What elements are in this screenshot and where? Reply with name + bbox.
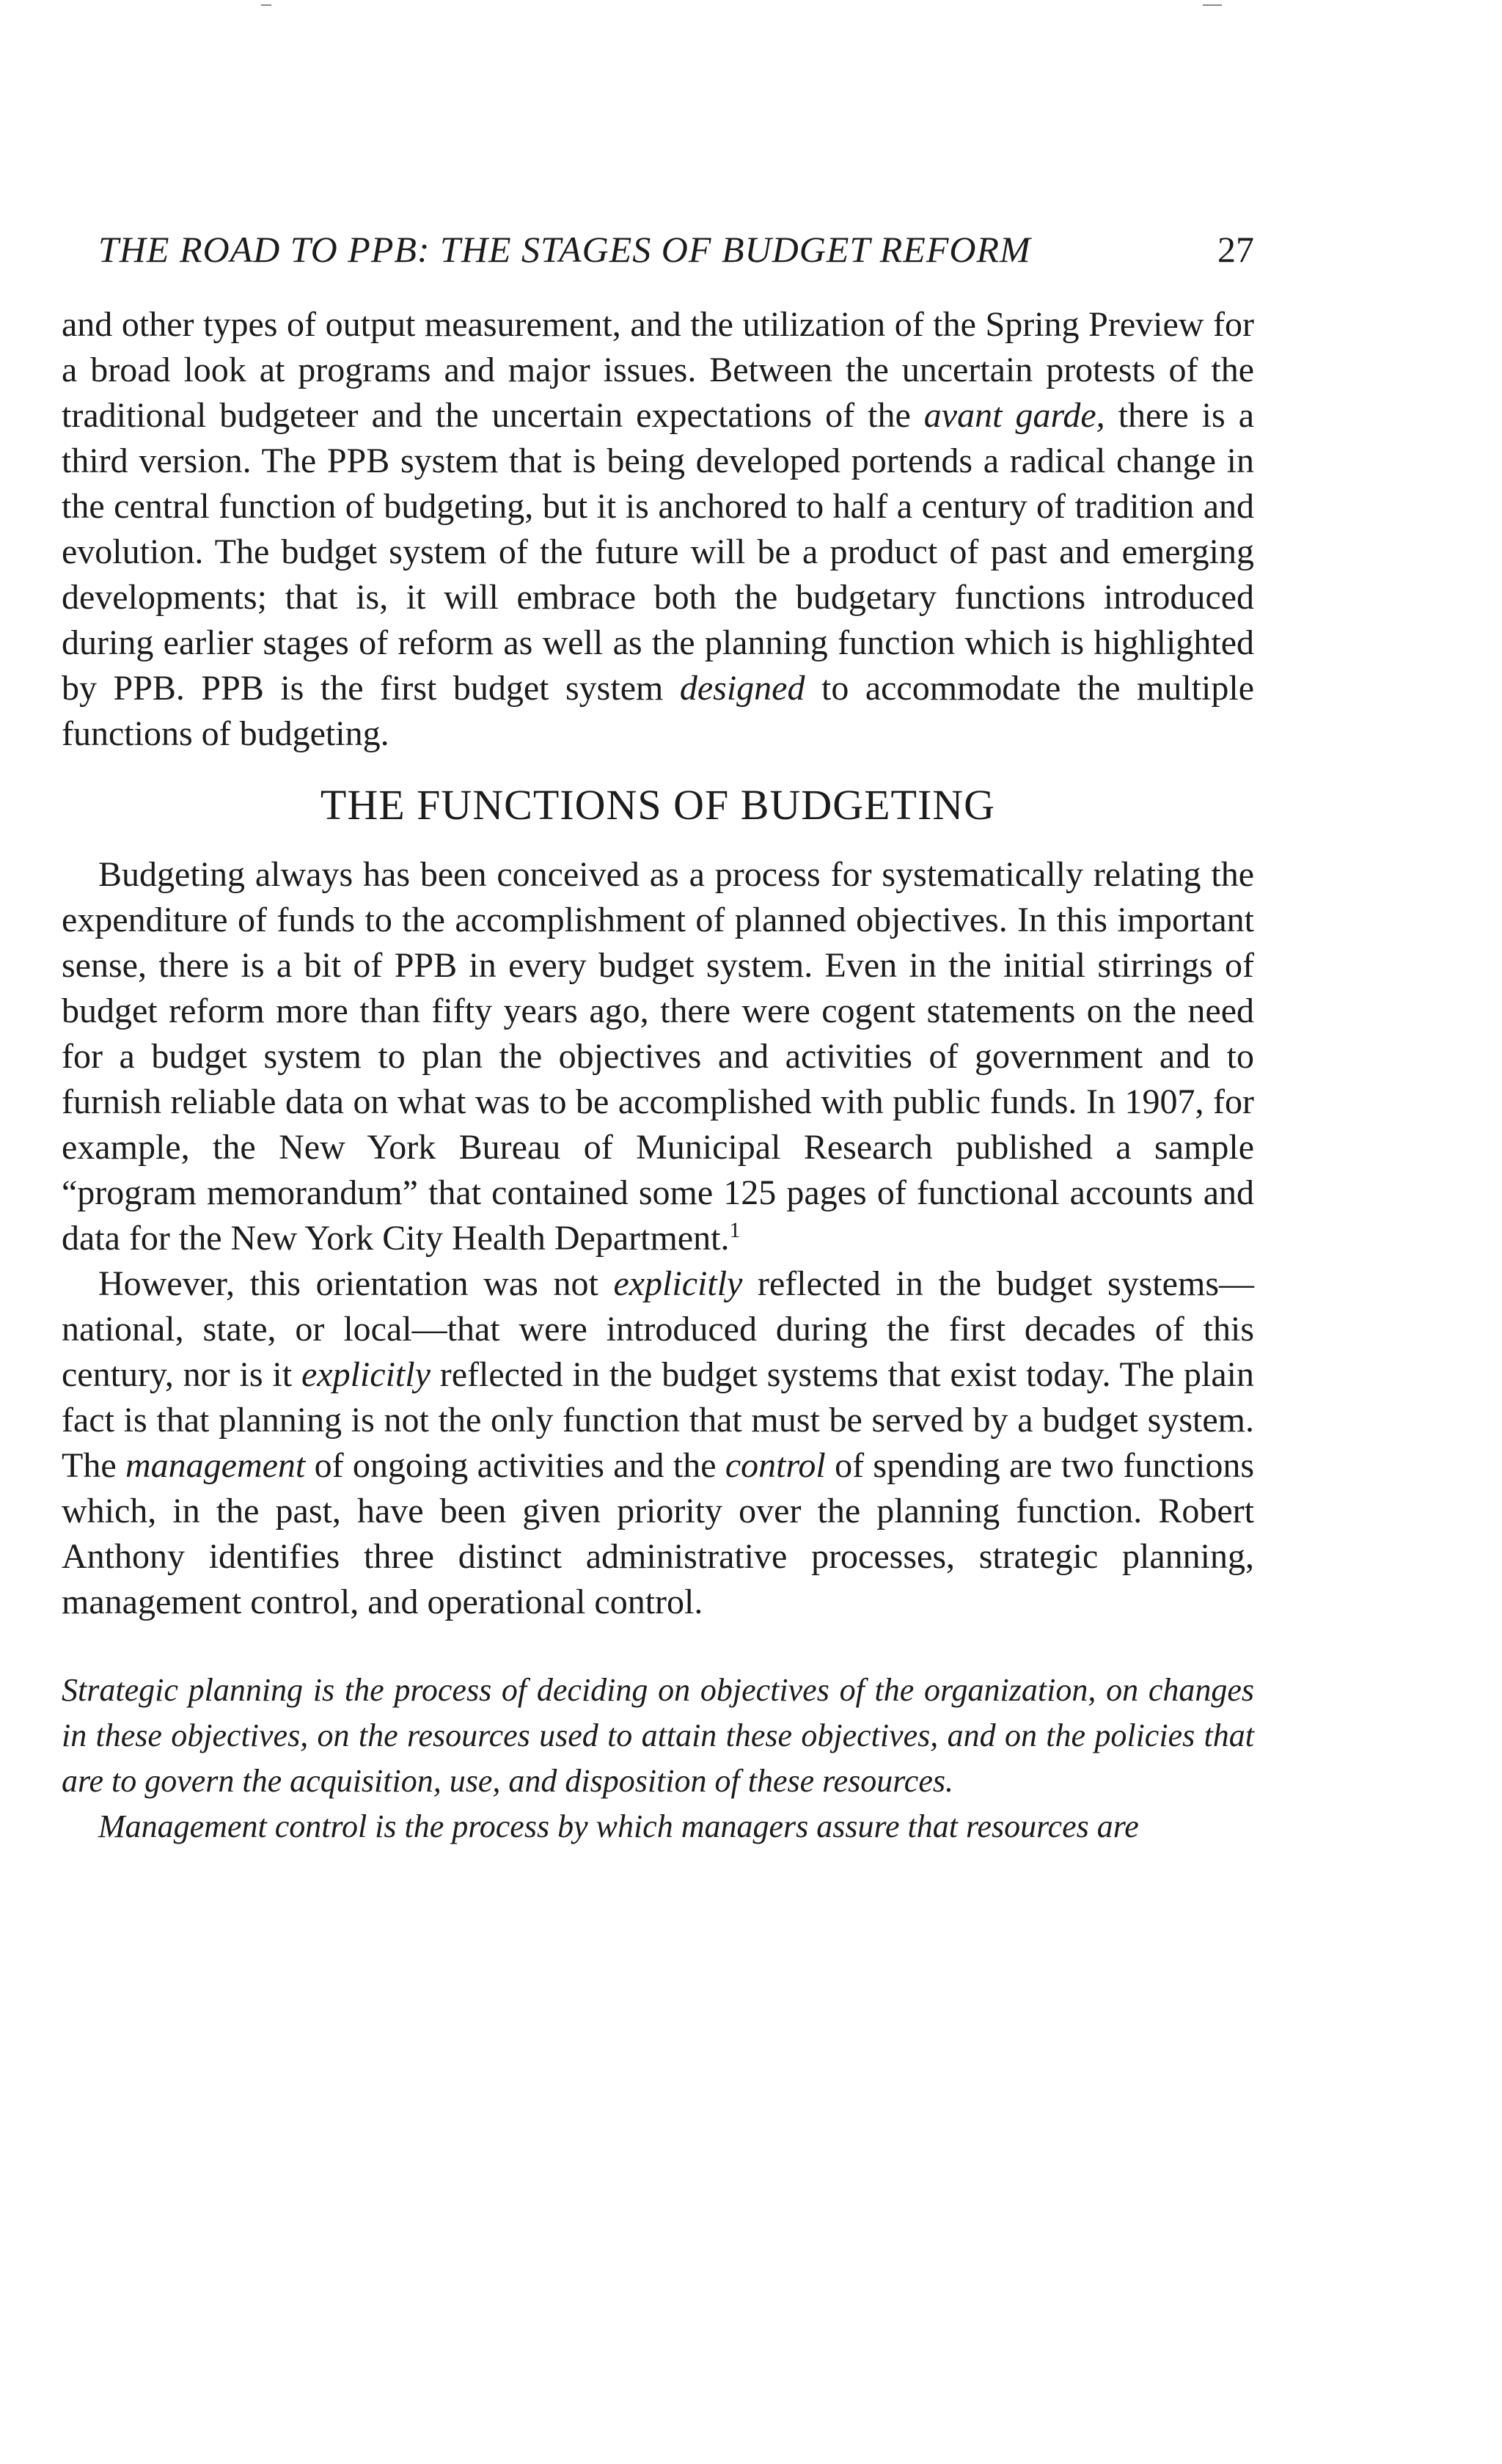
quote-strategic-planning: Strategic planning is the process of deciding on objectives of the organization, on changes in these objectives, on the resources used to attain these objectives, and on the policies that are to govern the acquisition, use, and disposition of these resources. [62,1672,1254,1799]
text-run: However, this orientation was not [98,1264,614,1303]
text-run: reflected in the budget systems that exist today. The plain fact is that planning is not the only function that must be served by a budget system. The [62,1355,1255,1485]
italic-run: explicitly [301,1355,431,1394]
text-run: reflected in the budget systems—national, state, or local—that were introduced during the first decades of this century, nor is it [62,1264,1254,1394]
paragraph-orientation [62,1261,1254,1625]
quote-management-control: Management control is the process by which managers assure that resources are [98,1808,1139,1844]
text-run: Budgeting always has been conceived as a process for systematically relating the expenditure of funds to the accomplishment of planned objectives. In this important sense, there is a bit of PPB in every budget system. Even in the initial stirrings of budget reform more than fifty years ago, there were cogent statements on the need for a budget system to plan the objectives and activities of government and to furnish reliable data on what was to be accomplished with public funds. In 1907, for example, the New York Bureau of Municipal Research published a sample “program memorandum” that contained some 125 pages of functional accounts and data for the New York City Health Department. [62,855,1254,1258]
italic-run: designed [679,669,805,708]
italic-run: management [125,1446,306,1485]
italic-run: control [725,1446,826,1485]
running-title: THE ROAD TO PPB: THE STAGES OF BUDGET REFORM [98,229,1031,270]
page-number: 27 [1217,229,1254,270]
scan-mark-left [261,4,271,6]
section-heading: THE FUNCTIONS OF BUDGETING [320,781,996,829]
paragraph-ppb-version [62,302,1254,757]
paragraph-budgeting-conceived [62,852,1254,1261]
footnote-reference: 1 [729,1218,741,1242]
italic-run: avant garde, [923,396,1105,435]
book-page [62,220,1254,1849]
running-header [62,220,1254,279]
scan-mark-right [1203,4,1222,6]
text-run: there is a third version. The PPB system that is being developed portends a radical change in the central function of budgeting, but it is anchored to half a century of tradition and evolution. The budget system of the future will be a product of past and emerging developments; that is, it will embrace both the budgetary functions introduced during earlier stages of reform as well as the planning function which is highlighted by PPB. PPB is the first budget system [62,396,1255,708]
text-run: to accommodate the multiple functions of budgeting. [62,669,1254,753]
text-run: and other types of output measurement, and the utilization of the Spring Preview for a broad look at programs and major issues. Between the uncertain protests of the traditional budgeteer and the uncertain expectations of the [62,305,1254,435]
text-run: of spending are two functions which, in the past, have been given priority over the planning function. Robert Anthony identifies three distinct administrative processes, strategic planning, management control, and operational control. [62,1446,1254,1621]
text-run: of ongoing activities and the [305,1446,725,1485]
italic-run: explicitly [613,1264,743,1303]
